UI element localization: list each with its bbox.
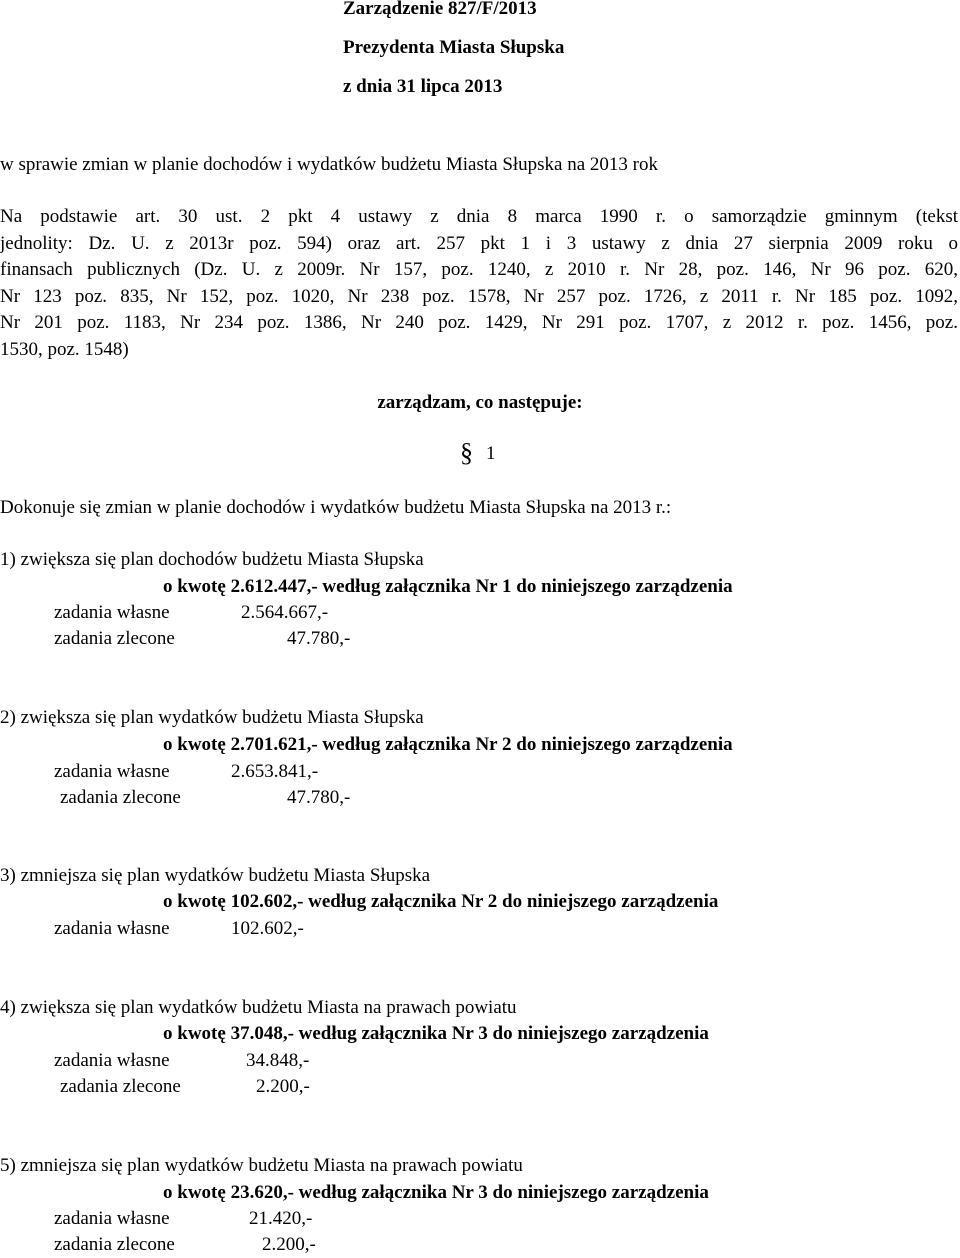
item-title: 5) zmniejsza się plan wydatków budżetu Miasta na prawach powiatu xyxy=(0,1155,523,1176)
section-symbol: § xyxy=(460,438,473,467)
amount-label: o kwotę xyxy=(163,891,226,912)
amount-value: 2.701.621,- xyxy=(230,734,318,755)
delegated-tasks-label: zadania zlecone xyxy=(60,1076,181,1097)
item-amount-line xyxy=(163,575,733,599)
amount-label: o kwotę xyxy=(163,1182,226,1203)
document-date: z dnia 31 lipca 2013 xyxy=(343,76,503,97)
attachment-reference: według załącznika Nr 1 do niniejszego zarządzenia xyxy=(322,576,733,597)
delegated-tasks-label: zadania zlecone xyxy=(60,787,181,808)
own-tasks-label: zadania własne xyxy=(54,1208,170,1229)
attachment-reference: według załącznika Nr 3 do niniejszego zarządzenia xyxy=(298,1023,709,1044)
amount-value: 2.612.447,- xyxy=(230,576,318,597)
own-tasks-value: 102.602,- xyxy=(231,918,304,939)
own-tasks-value: 21.420,- xyxy=(249,1208,313,1229)
amount-value: 37.048,- xyxy=(230,1023,294,1044)
own-tasks-label: zadania własne xyxy=(54,761,170,782)
item-amount-line xyxy=(163,1022,709,1046)
section-number: 1 xyxy=(486,443,496,464)
document-issuer: Prezydenta Miasta Słupska xyxy=(343,37,565,58)
own-tasks-value: 34.848,- xyxy=(246,1050,310,1071)
amount-label: o kwotę xyxy=(163,734,226,755)
amount-label: o kwotę xyxy=(163,576,226,597)
delegated-tasks-value: 2.200,- xyxy=(262,1234,316,1255)
legal-basis-line: Nr 123 poz. 835, Nr 152, poz. 1020, Nr 238 poz. 1578, Nr 257 poz. 1726, z 2011 r. Nr 185 poz. 1092, xyxy=(0,285,958,307)
own-tasks-label: zadania własne xyxy=(54,602,170,623)
document-subject: w sprawie zmian w planie dochodów i wydatków budżetu Miasta Słupska na 2013 rok xyxy=(0,154,659,175)
own-tasks-value: 2.564.667,- xyxy=(241,602,329,623)
delegated-tasks-value: 47.780,- xyxy=(287,628,351,649)
legal-basis-line: finansach publicznych (Dz. U. z 2009r. Nr 157, poz. 1240, z 2010 r. Nr 28, poz. 146, Nr 96 poz. 620, xyxy=(0,259,958,280)
item-title: 1) zwiększa się plan dochodów budżetu Miasta Słupska xyxy=(0,549,424,570)
section-intro: Dokonuje się zmian w planie dochodów i wydatków budżetu Miasta Słupska na 2013 r.: xyxy=(0,497,672,518)
item-amount-line xyxy=(163,1181,709,1205)
item-title: 4) zwiększa się plan wydatków budżetu Miasta na prawach powiatu xyxy=(0,997,517,1018)
delegated-tasks-label: zadania zlecone xyxy=(54,628,175,649)
item-title: 2) zwiększa się plan wydatków budżetu Miasta Słupska xyxy=(0,707,424,728)
item-amount-line xyxy=(163,890,718,914)
delegated-tasks-value: 47.780,- xyxy=(287,787,351,808)
delegated-tasks-label: zadania zlecone xyxy=(54,1234,175,1255)
legal-basis-line: jednolity: Dz. U. z 2013r poz. 594) oraz art. 257 pkt 1 i 3 ustawy z dnia 27 sierpnia 2009 roku o xyxy=(0,232,958,254)
legal-basis-line: Na podstawie art. 30 ust. 2 pkt 4 ustawy z dnia 8 marca 1990 r. o samorządzie gminnym (tekst xyxy=(0,206,958,227)
amount-value: 102.602,- xyxy=(230,891,304,912)
attachment-reference: według załącznika Nr 2 do niniejszego zarządzenia xyxy=(308,891,719,912)
item-amount-line xyxy=(163,733,733,757)
legal-basis-line: Nr 201 poz. 1183, Nr 234 poz. 1386, Nr 240 poz. 1429, Nr 291 poz. 1707, z 2012 r. poz. 1456, poz. xyxy=(0,312,958,333)
amount-value: 23.620,- xyxy=(230,1182,294,1203)
delegated-tasks-value: 2.200,- xyxy=(256,1076,310,1097)
item-title: 3) zmniejsza się plan wydatków budżetu Miasta Słupska xyxy=(0,865,431,886)
legal-basis-paragraph xyxy=(0,204,958,363)
own-tasks-label: zadania własne xyxy=(54,918,170,939)
amount-label: o kwotę xyxy=(163,1023,226,1044)
legal-basis-line: 1530, poz. 1548) xyxy=(0,338,129,360)
own-tasks-label: zadania własne xyxy=(54,1050,170,1071)
attachment-reference: według załącznika Nr 2 do niniejszego zarządzenia xyxy=(322,734,733,755)
decree-statement: zarządzam, co następuje: xyxy=(377,392,583,413)
own-tasks-value: 2.653.841,- xyxy=(231,761,319,782)
document-title: Zarządzenie 827/F/2013 xyxy=(343,0,537,19)
attachment-reference: według załącznika Nr 3 do niniejszego zarządzenia xyxy=(298,1182,709,1203)
